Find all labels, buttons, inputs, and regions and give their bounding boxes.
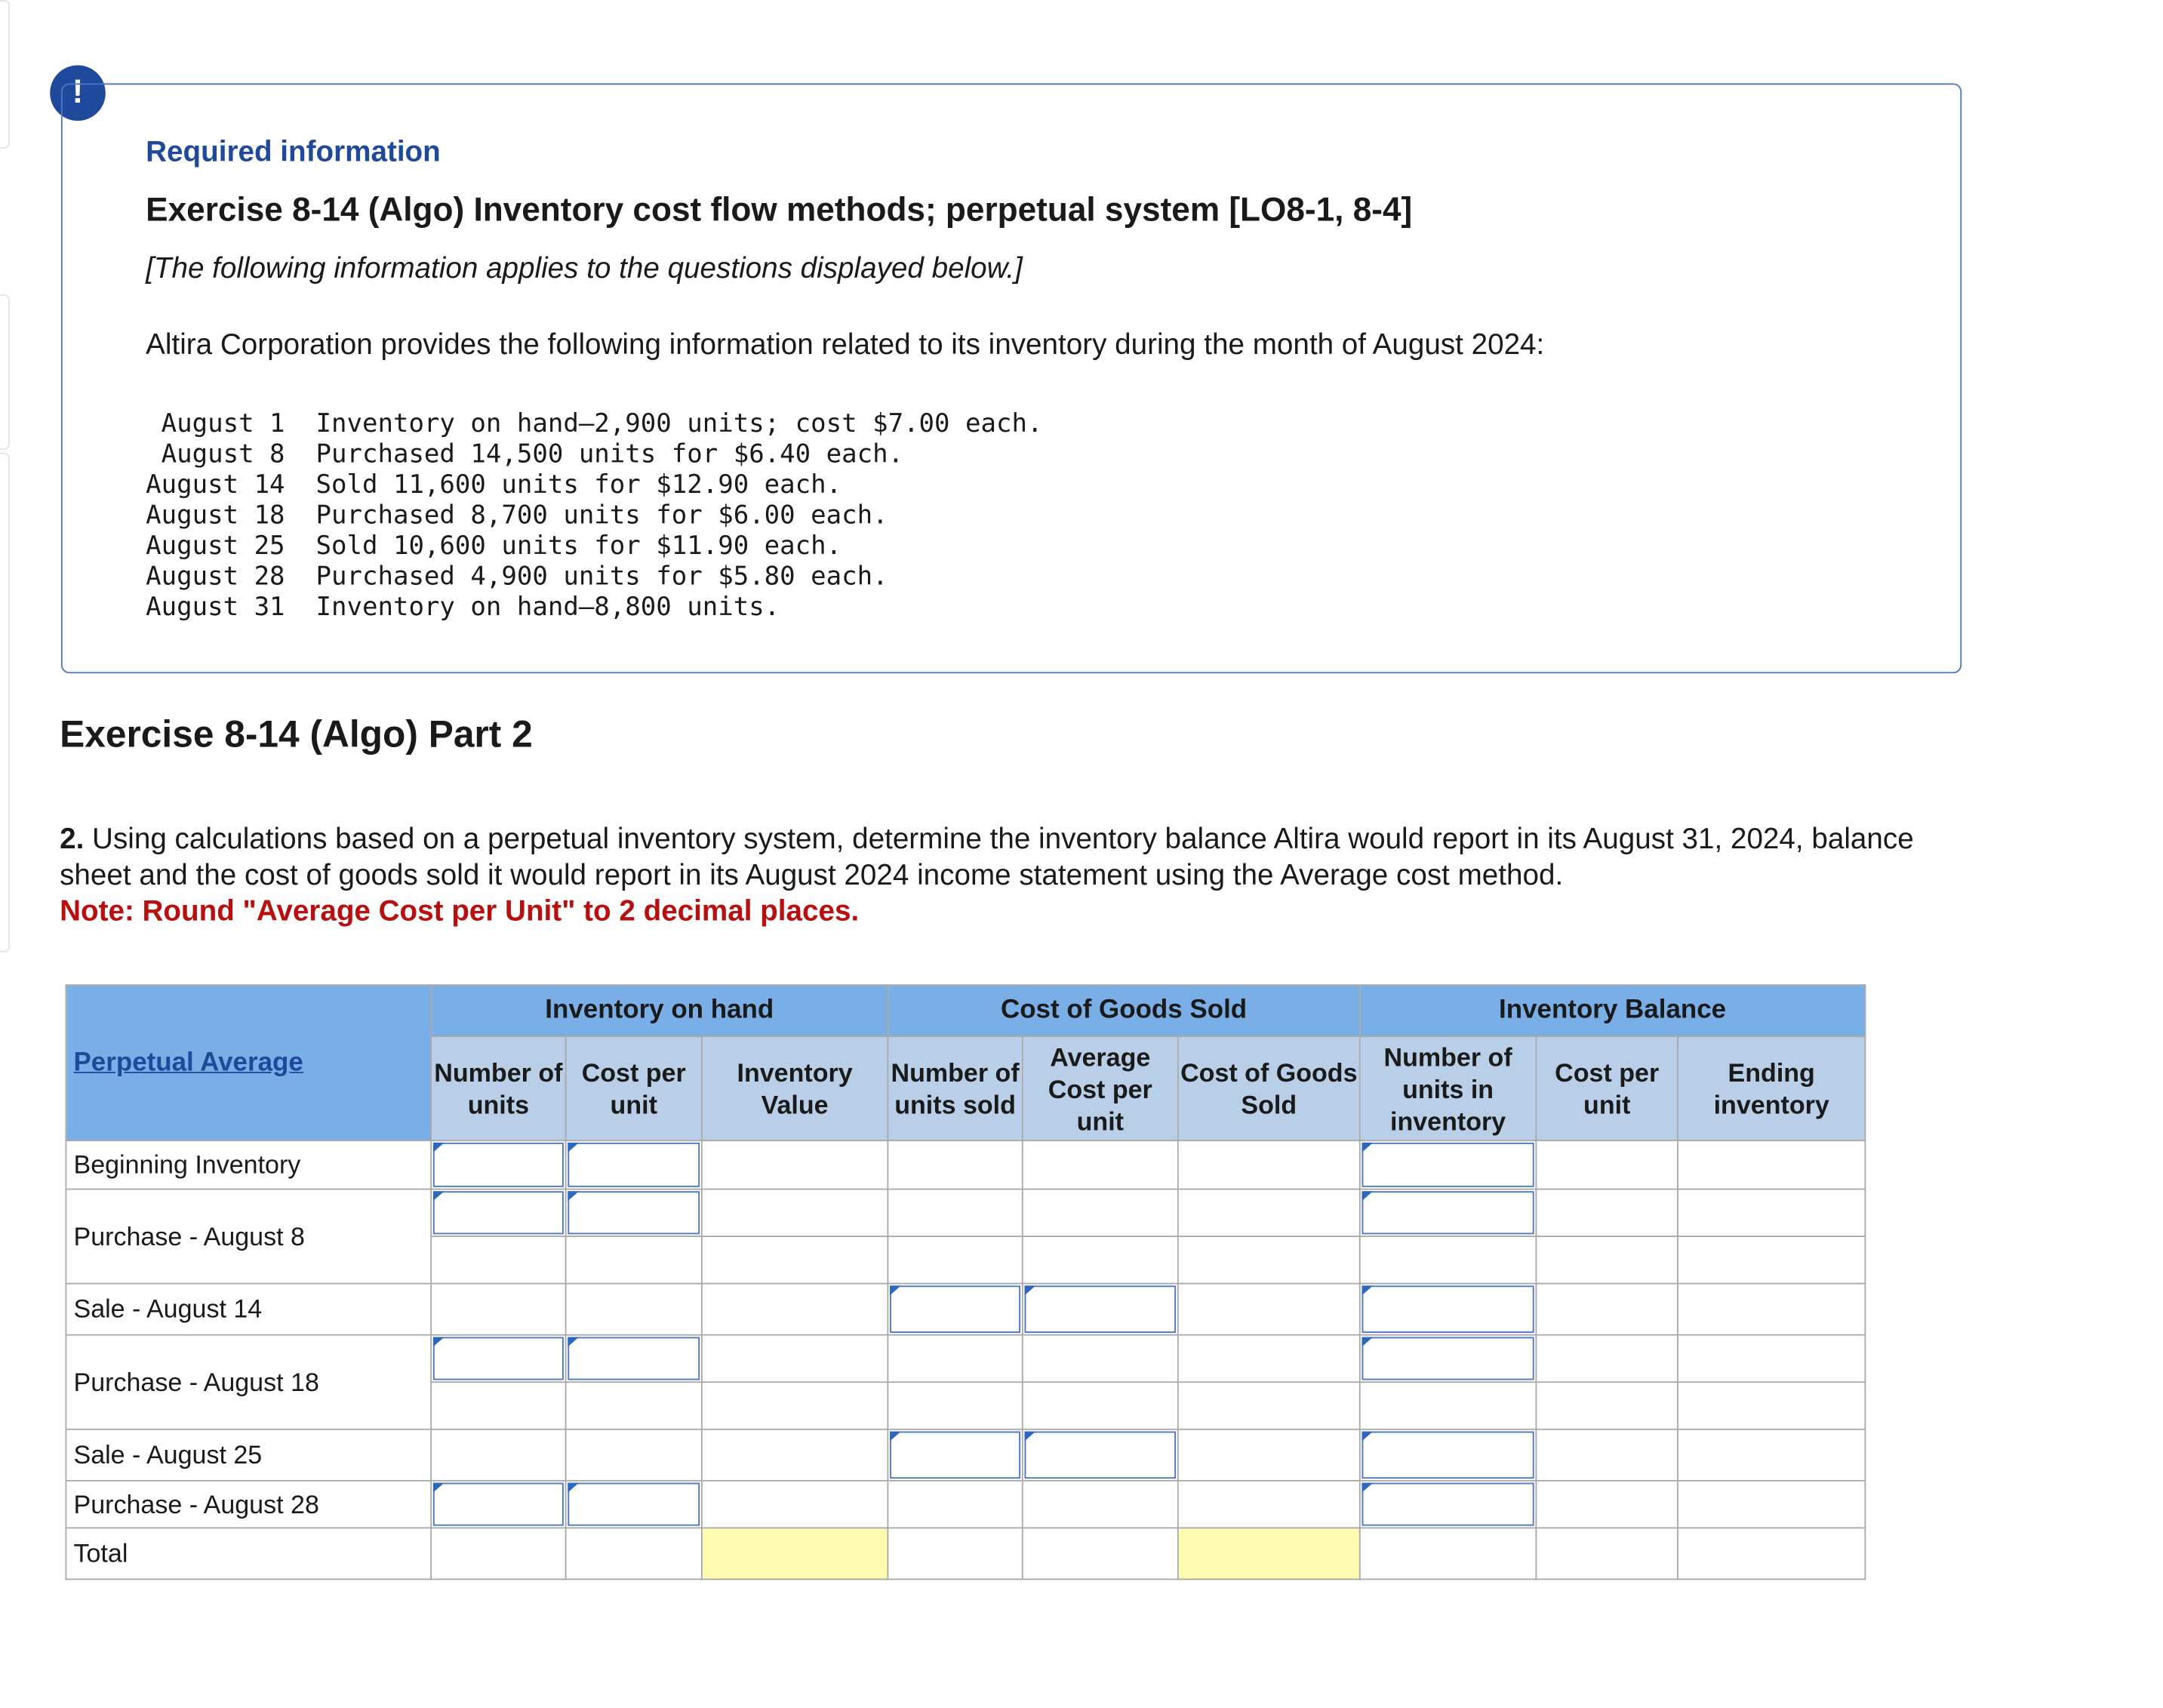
total-ending-inventory-cell <box>1678 1528 1865 1579</box>
col-ending-inventory: Ending inventory <box>1678 1036 1865 1140</box>
empty-cell <box>702 1481 888 1528</box>
aug28-units-input[interactable] <box>431 1481 565 1528</box>
table-row <box>66 1481 1865 1528</box>
row-label-sale-aug25: Sale - August 25 <box>66 1429 431 1481</box>
empty-cell <box>702 1236 888 1284</box>
empty-cell <box>888 1189 1022 1237</box>
aug18-cost-input[interactable] <box>566 1335 702 1383</box>
empty-cell <box>1178 1284 1360 1335</box>
empty-cell <box>431 1382 565 1429</box>
empty-cell <box>1678 1189 1865 1237</box>
row-label-sale-aug14: Sale - August 14 <box>66 1284 431 1335</box>
empty-cell <box>702 1429 888 1481</box>
empty-cell <box>566 1528 702 1579</box>
table-row <box>66 1429 1865 1481</box>
aug8-balance-units-input[interactable] <box>1360 1189 1537 1237</box>
data-line: August 8 Purchased 14,500 units for $6.40 each. <box>146 440 904 469</box>
empty-cell <box>1178 1189 1360 1237</box>
empty-cell <box>1023 1335 1178 1383</box>
data-line: August 14 Sold 11,600 units for $12.90 each. <box>146 470 842 500</box>
total-inventory-value-cell <box>702 1528 888 1579</box>
aug18-balance-units-input[interactable] <box>1360 1335 1537 1383</box>
question-text <box>60 822 1961 930</box>
empty-cell <box>1178 1335 1360 1383</box>
beginning-balance-units-input[interactable] <box>1360 1140 1537 1189</box>
beginning-cost-input[interactable] <box>566 1140 702 1189</box>
empty-cell <box>702 1382 888 1429</box>
row-label-purchase-aug18: Purchase - August 18 <box>66 1335 431 1429</box>
row-label-purchase-aug28: Purchase - August 28 <box>66 1481 431 1528</box>
empty-cell <box>1178 1140 1360 1189</box>
empty-cell <box>1178 1481 1360 1528</box>
aug18-units-input[interactable] <box>431 1335 565 1383</box>
col-inventory-value: Inventory Value <box>702 1036 888 1140</box>
empty-cell <box>1536 1335 1678 1383</box>
empty-cell <box>431 1236 565 1284</box>
exercise-note: [The following information applies to the questions displayed below.] <box>146 252 1023 285</box>
empty-cell <box>1678 1284 1865 1335</box>
aug28-balance-units-input[interactable] <box>1360 1481 1537 1528</box>
beginning-value-cell <box>702 1140 888 1189</box>
data-line: August 28 Purchased 4,900 units for $5.80 each. <box>146 562 888 592</box>
empty-cell <box>566 1284 702 1335</box>
empty-cell <box>888 1236 1022 1284</box>
total-cogs-cell <box>1178 1528 1360 1579</box>
empty-cell <box>1023 1382 1178 1429</box>
question-number: 2. <box>60 823 85 856</box>
exercise-title: Exercise 8-14 (Algo) Inventory cost flow methods; perpetual system [LO8-1, 8-4] <box>146 191 1413 229</box>
aug25-balance-units-input[interactable] <box>1360 1429 1537 1481</box>
group-inventory-balance: Inventory Balance <box>1360 985 1866 1036</box>
empty-cell <box>1023 1140 1178 1189</box>
row-label-purchase-aug8: Purchase - August 8 <box>66 1189 431 1284</box>
beginning-units-input[interactable] <box>431 1140 565 1189</box>
question-body: Using calculations based on a perpetual inventory system, determine the inventory balance Altira would report in its August 31, 2024, balance sheet and the cost of goods sold it would report in its August 2024 income statement using the Average cost method. <box>60 823 1914 891</box>
col-number-of-units: Number of units <box>431 1036 565 1140</box>
total-balance-units-cell <box>1360 1528 1537 1579</box>
empty-cell <box>702 1284 888 1335</box>
empty-cell <box>1536 1284 1678 1335</box>
empty-cell <box>888 1335 1022 1383</box>
required-info-label: Required information <box>146 136 441 168</box>
empty-cell <box>1178 1236 1360 1284</box>
empty-cell <box>888 1528 1022 1579</box>
left-edge-tab <box>0 0 10 149</box>
aug8-cost-input[interactable] <box>566 1189 702 1237</box>
table-row <box>66 1140 1865 1189</box>
empty-cell <box>1536 1382 1678 1429</box>
empty-cell <box>1536 1481 1678 1528</box>
table-corner-header <box>66 985 431 1140</box>
aug14-units-sold-input[interactable] <box>888 1284 1022 1335</box>
col-cost-of-goods-sold: Cost of Goods Sold <box>1178 1036 1360 1140</box>
empty-cell <box>1536 1236 1678 1284</box>
empty-cell <box>1023 1481 1178 1528</box>
empty-cell <box>888 1382 1022 1429</box>
data-line: August 18 Purchased 8,700 units for $6.00 each. <box>146 501 888 531</box>
left-edge-tab <box>0 453 10 952</box>
empty-cell <box>1678 1140 1865 1189</box>
table-row <box>66 1335 1865 1383</box>
row-label-total: Total <box>66 1528 431 1579</box>
aug14-balance-units-input[interactable] <box>1360 1284 1537 1335</box>
col-balance-cost-per-unit: Cost per unit <box>1536 1036 1678 1140</box>
empty-cell <box>1678 1236 1865 1284</box>
table-row <box>66 1528 1865 1579</box>
empty-cell <box>1360 1382 1537 1429</box>
empty-cell <box>431 1284 565 1335</box>
empty-cell <box>702 1335 888 1383</box>
empty-cell <box>431 1429 565 1481</box>
empty-cell <box>1536 1189 1678 1237</box>
empty-cell <box>1678 1335 1865 1383</box>
aug28-cost-input[interactable] <box>566 1481 702 1528</box>
empty-cell <box>1178 1382 1360 1429</box>
empty-cell <box>1536 1429 1678 1481</box>
col-units-in-inventory: Number of units in inventory <box>1360 1036 1537 1140</box>
aug25-avg-cost-input[interactable] <box>1023 1429 1178 1481</box>
aug14-avg-cost-input[interactable] <box>1023 1284 1178 1335</box>
empty-cell <box>566 1382 702 1429</box>
empty-cell <box>1536 1528 1678 1579</box>
col-units-sold: Number of units sold <box>888 1036 1022 1140</box>
empty-cell <box>1678 1382 1865 1429</box>
empty-cell <box>566 1236 702 1284</box>
empty-cell <box>1360 1236 1537 1284</box>
empty-cell <box>1023 1236 1178 1284</box>
rounding-note: Note: Round "Average Cost per Unit" to 2 decimal places. <box>60 895 860 928</box>
empty-cell <box>1678 1481 1865 1528</box>
group-cost-of-goods-sold: Cost of Goods Sold <box>888 985 1359 1036</box>
empty-cell <box>1023 1189 1178 1237</box>
table-row <box>66 1284 1865 1335</box>
total-units-cell <box>431 1528 565 1579</box>
perpetual-average-link[interactable]: Perpetual Average <box>73 1047 303 1077</box>
empty-cell <box>888 1140 1022 1189</box>
row-label-beginning: Beginning Inventory <box>66 1140 431 1189</box>
empty-cell <box>1023 1528 1178 1579</box>
table-row <box>66 1189 1865 1237</box>
alert-icon: ! <box>50 65 106 121</box>
group-inventory-on-hand: Inventory on hand <box>431 985 888 1036</box>
empty-cell <box>1678 1429 1865 1481</box>
intro-text: Altira Corporation provides the following information related to its inventory during the month of August 2024: <box>146 328 1545 362</box>
data-line: August 25 Sold 10,600 units for $11.90 each. <box>146 531 842 562</box>
part-title: Exercise 8-14 (Algo) Part 2 <box>60 713 533 756</box>
data-line: August 1 Inventory on hand—2,900 units; cost $7.00 each. <box>146 409 1043 439</box>
col-average-cost-per-unit: Average Cost per unit <box>1023 1036 1178 1140</box>
col-cost-per-unit: Cost per unit <box>566 1036 702 1140</box>
data-line: August 31 Inventory on hand—8,800 units. <box>146 592 780 623</box>
empty-cell <box>1178 1429 1360 1481</box>
empty-cell <box>566 1429 702 1481</box>
empty-cell <box>702 1189 888 1237</box>
empty-cell <box>888 1481 1022 1528</box>
aug8-units-input[interactable] <box>431 1189 565 1237</box>
inventory-data-list <box>146 410 1042 623</box>
perpetual-average-table <box>65 984 1866 1580</box>
aug25-units-sold-input[interactable] <box>888 1429 1022 1481</box>
empty-cell <box>1536 1140 1678 1189</box>
left-edge-tab <box>0 294 10 450</box>
